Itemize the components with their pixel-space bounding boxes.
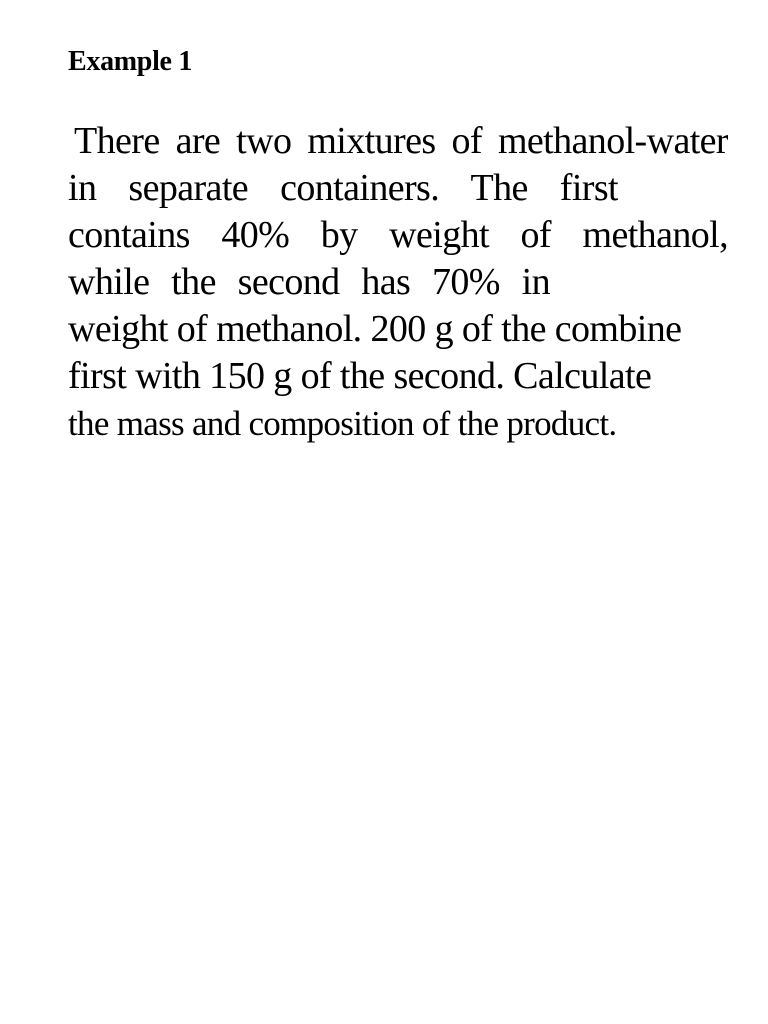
- problem-paragraph: [68, 118, 728, 447]
- paragraph-line-6: first with 150 g of the second. Calculate: [68, 355, 652, 397]
- paragraph-line-2: in separate containers. The first: [68, 167, 618, 209]
- paragraph-line-5: weight of methanol. 200 g of the combine: [68, 308, 682, 350]
- paragraph-line-1: There are two mixtures of methanol-water: [74, 120, 728, 162]
- paragraph-line-7: the mass and composition of the product.: [68, 404, 617, 443]
- paragraph-line-4: while the second has 70% in: [68, 261, 550, 303]
- paragraph-line-3: contains 40% by weight of methanol,: [68, 214, 728, 256]
- example-heading: Example 1: [68, 46, 193, 77]
